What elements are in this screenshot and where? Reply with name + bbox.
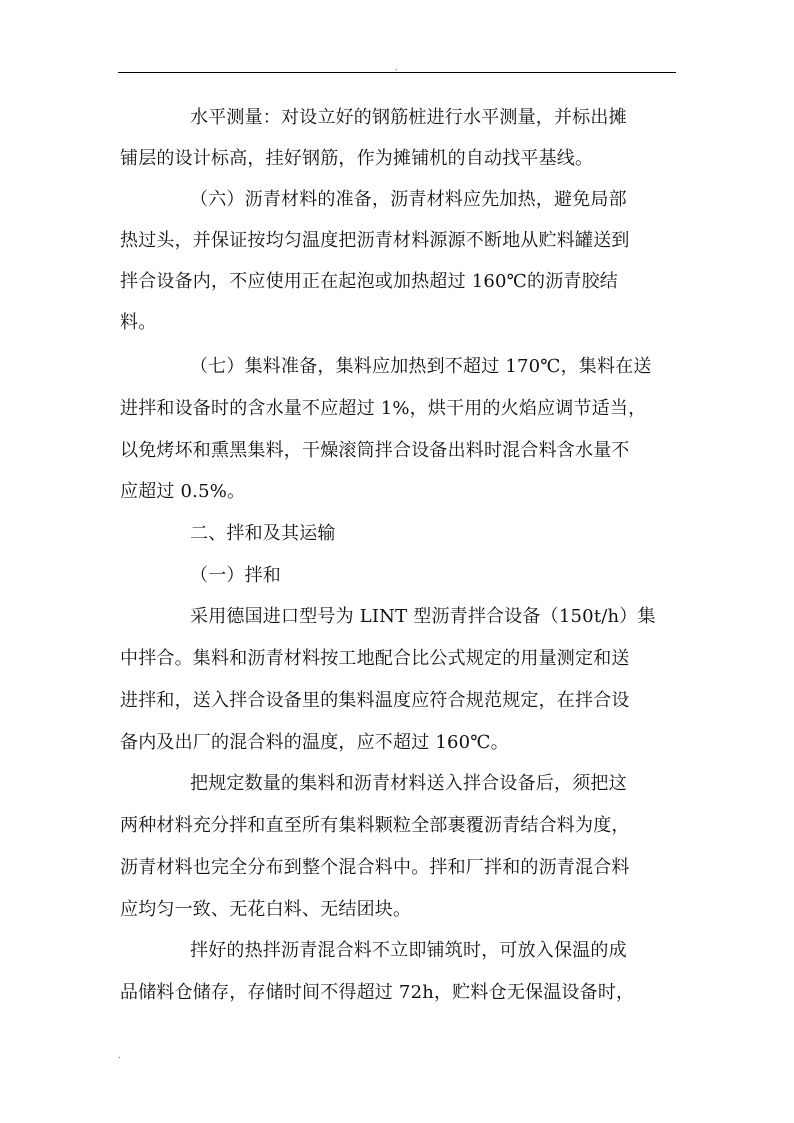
paragraph-line: （七）集料准备，集料应加热到不超过 170℃，集料在送 [190, 356, 652, 377]
paragraph-line: 品储料仓储存，存储时间不得超过 72h，贮料仓无保温设备时， [120, 982, 635, 1003]
paragraph-line: 水平测量：对设立好的钢筋桩进行水平测量，并标出摊 [190, 107, 627, 128]
paragraph-line: 采用德国进口型号为 LINT 型沥青拌合设备（150t/h）集 [190, 606, 656, 627]
paragraph-line: 进拌和设备时的含水量不应超过 1%，烘干用的火焰应调节适当， [120, 398, 647, 419]
page-header-mark: . [395, 63, 398, 72]
paragraph-line: 铺层的设计标高，挂好钢筋，作为摊铺机的自动找平基线。 [120, 148, 594, 169]
header-rule [118, 72, 676, 73]
paragraph-line: 应超过 0.5%。 [120, 481, 246, 502]
subsection-heading: （一）拌和 [190, 565, 281, 586]
paragraph-line: 沥青材料也完全分布到整个混合料中。拌和厂拌和的沥青混合料 [120, 857, 630, 878]
paragraph-line: 拌合设备内，不应使用正在起泡或加热超过 160℃的沥青胶结 [120, 271, 619, 292]
paragraph-line: 进拌和，送入拌合设备里的集料温度应符合规范规定，在拌合设 [120, 690, 630, 711]
paragraph-line: 料。 [120, 312, 157, 333]
paragraph-line: 拌好的热拌沥青混合料不立即铺筑时，可放入保温的成 [190, 940, 627, 961]
paragraph-line: 把规定数量的集料和沥青材料送入拌合设备后，须把这 [190, 773, 627, 794]
paragraph-line: 应均匀一致、无花白料、无结团块。 [120, 899, 412, 920]
paragraph-line: 两种材料充分拌和直至所有集料颗粒全部裹覆沥青结合料为度， [120, 815, 630, 836]
section-heading: 二、拌和及其运输 [190, 523, 336, 544]
paragraph-line: （六）沥青材料的准备，沥青材料应先加热，避免局部 [190, 189, 627, 210]
paragraph-line: 备内及出厂的混合料的温度，应不超过 160℃。 [120, 732, 509, 753]
page-footer-mark: . [118, 1051, 121, 1060]
paragraph-line: 以免烤坏和熏黑集料，干燥滚筒拌合设备出料时混合料含水量不 [120, 440, 630, 461]
paragraph-line: 中拌合。集料和沥青材料按工地配合比公式规定的用量测定和送 [120, 648, 630, 669]
paragraph-line: 热过头，并保证按均匀温度把沥青材料源源不断地从贮料罐送到 [120, 230, 630, 251]
